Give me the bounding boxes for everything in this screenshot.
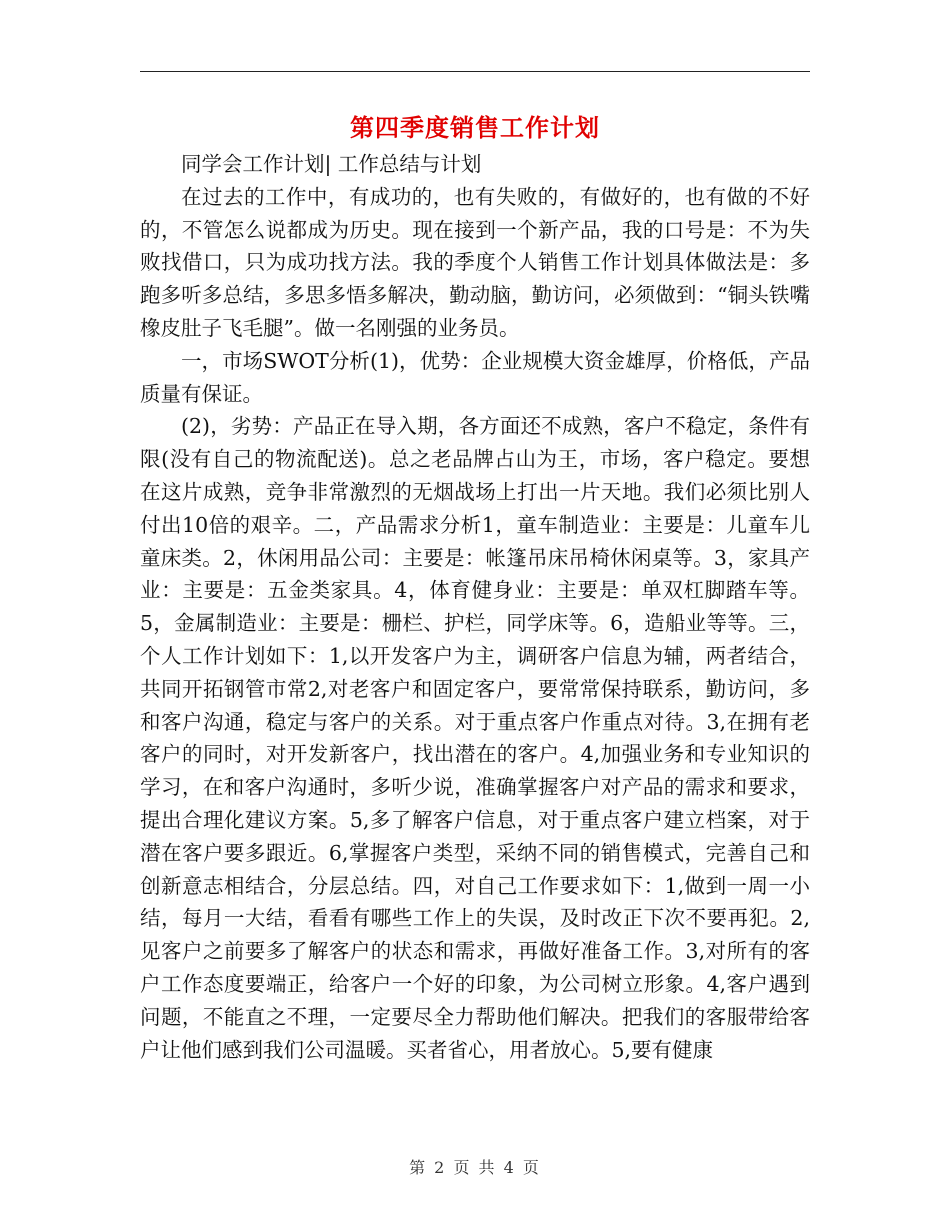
paragraph: (2)，劣势：产品正在导入期，各方面还不成熟，客户不稳定，条件有限(没有自己的物流配送)。总之老品牌占山为王，市场，客户稳定。要想在这片成熟，竞争非常激烈的无烟战场上打出一片天地。我们必须比别人付出10倍的艰辛。二，产品需求分析1，童车制造业：主要是：儿童车儿童床类。2，休闲用品公司：主要是：帐篷吊床吊椅休闲桌等。3，家具产业：主要是：五金类家具。4，体育健身业：主要是：单双杠脚踏车等。5，金属制造业：主要是：栅栏、护栏，同学床等。6，造船业等等。三，个人工作计划如下：1,以开发客户为主，调研客户信息为辅，两者结合，共同开拓钢管市常2,对老客户和固定客户，要常常保持联系，勤访问，多和客户沟通，稳定与客户的关系。对于重点客户作重点对待。3,在拥有老客户的同时，对开发新客户，找出潜在的客户。4,加强业务和专业知识的学习，在和客户沟通时，多听少说，准确掌握客户对产品的需求和要求，提出合理化建议方案。5,多了解客户信息，对于重点客户建立档案，对于潜在客户要多跟近。6,掌握客户类型，采纳不同的销售模式，完善自己和创新意志相结合，分层总结。四，对自己工作要求如下：1,做到一周一小结，每月一大结，看看有哪些工作上的失误，及时改正下次不要再犯。2,见客户之前要多了解客户的状态和需求，再做好准备工作。3,对所有的客户工作态度要端正，给客户一个好的印象，为公司树立形象。4,客户遇到问题，不能直之不理，一定要尽全力帮助他们解决。把我们的客服带给客户让他们感到我们公司温暖。买者省心，用者放心。5,要有健康 <box>140 414 810 1062</box>
paragraph: 一，市场SWOT分析(1)，优势：企业规模大资金雄厚，价格低，产品质量有保证。 <box>140 348 810 406</box>
document-body <box>140 148 810 1066</box>
document-title: 第四季度销售工作计划 <box>350 114 600 142</box>
page-number: 第 2 页 共 4 页 <box>409 1158 541 1177</box>
paragraph: 在过去的工作中，有成功的，也有失败的，有做好的，也有做的不好的，不管怎么说都成为历史。现在接到一个新产品，我的口号是：不为失败找借口，只为成功找方法。我的季度个人销售工作计划具体做法是：多跑多听多总结，多思多悟多解决，勤动脑，勤访问，必须做到：“铜头铁嘴橡皮肚子飞毛腿”。做一名刚强的业务员。 <box>140 184 810 340</box>
header-rule <box>140 71 810 72</box>
paragraph: 同学会工作计划| 工作总结与计划 <box>181 152 482 176</box>
